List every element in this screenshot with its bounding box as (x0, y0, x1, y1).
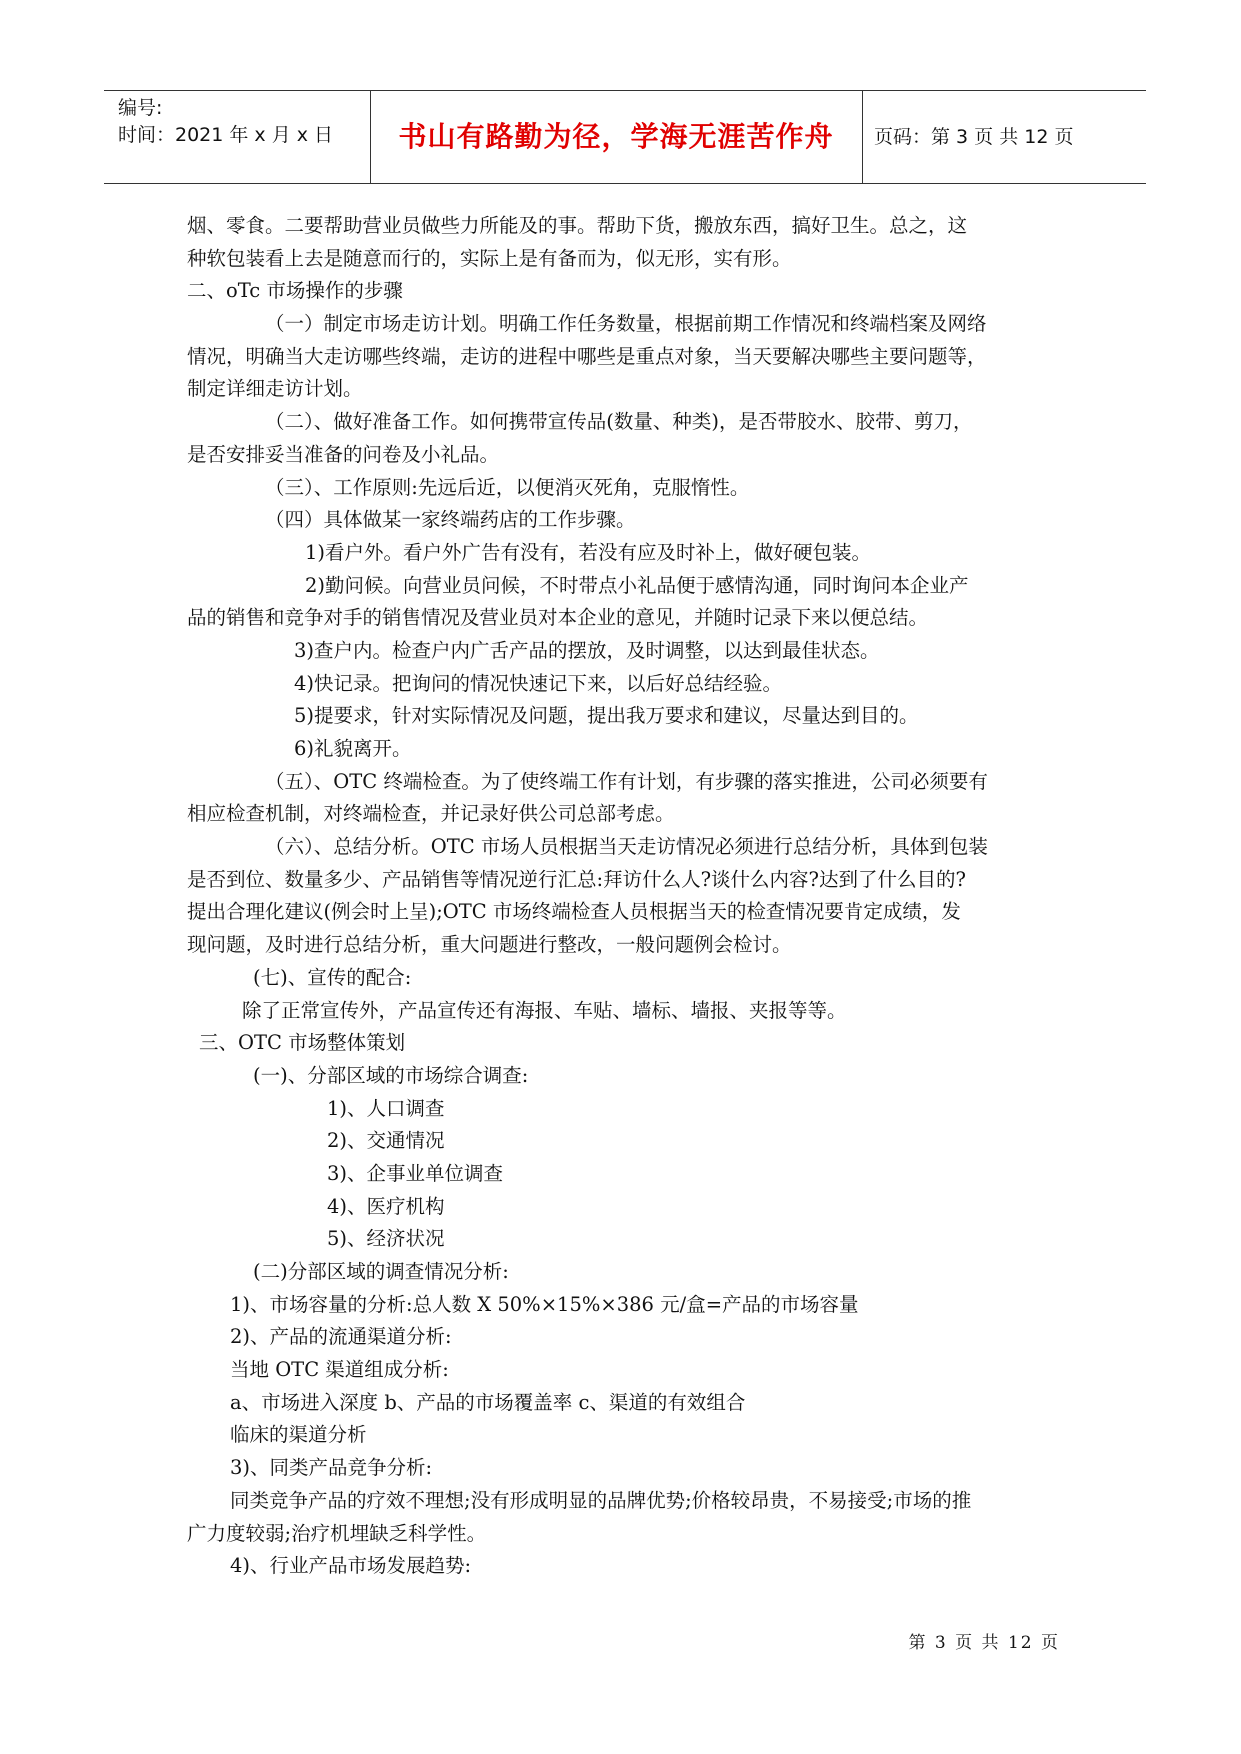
page-footer: 第 3 页 共 12 页 (908, 1633, 1060, 1653)
header-motto: 书山有路勤为径，学海无涯苦作舟 (398, 120, 834, 153)
text-line: （三）、工作原则:先远后近，以便消灭死角，克服惰性。 (265, 475, 750, 499)
text-line: （一）制定市场走访计划。明确工作任务数量，根据前期工作情况和终端档案及网络 (265, 312, 987, 336)
text-line: a、市场进入深度 b、产品的市场覆盖率 c、渠道的有效组合 (230, 1390, 746, 1414)
header-meta (118, 91, 368, 187)
text-line: 相应检查机制，对终端检查，并记录好供公司总部考虑。 (187, 802, 675, 826)
document-body (187, 210, 1057, 1583)
text-line: 3)、企事业单位调查 (327, 1161, 504, 1185)
text-line: 除了正常宣传外，产品宣传还有海报、车贴、墙标、墙报、夹报等等。 (242, 998, 847, 1022)
text-line: 1)看户外。看户外广告有没有，若没有应及时补上，做好硬包装。 (305, 540, 872, 564)
text-line: (二)分部区域的调查情况分析: (253, 1260, 509, 1283)
text-line: 4)、行业产品市场发展趋势: (230, 1554, 472, 1578)
text-line: 2)、交通情况 (327, 1129, 445, 1153)
text-line: 广力度较弱;治疗机埋缺乏科学性。 (187, 1521, 487, 1545)
text-line: 5)、经济状况 (327, 1227, 445, 1251)
text-line: （二）、做好准备工作。如何携带宣传品(数量、种类)，是否带胶水、胶带、剪刀， (265, 410, 973, 434)
header-page-label: 页码：第 3 页 共 12 页 (874, 126, 1074, 148)
text-line: 二、oTc 市场操作的步骤 (187, 279, 403, 303)
text-line: 种软包装看上去是随意而行的，实际上是有备而为，似无形，实有形。 (187, 246, 792, 270)
text-line: 3)、同类产品竞争分析: (230, 1456, 433, 1480)
text-line: 3)查户内。检查户内广舌产品的摆放，及时调整，以达到最佳状态。 (294, 638, 880, 662)
text-line: 4)、医疗机构 (327, 1194, 445, 1218)
text-line: 2)、产品的流通渠道分析: (230, 1325, 452, 1349)
text-line: （五）、OTC 终端检查。为了使终端工作有计划，有步骤的落实推进，公司必须要有 (265, 769, 988, 793)
text-line: 是否到位、数量多少、产品销售等情况逆行汇总:拜访什么人?谈什么内容?达到了什么目的? (187, 867, 966, 891)
text-line: 临床的渠道分析 (230, 1423, 367, 1447)
text-line: 6)礼貌离开。 (294, 737, 412, 760)
doc-time-label: 时间：2021 年 x 月 x 日 (118, 124, 334, 146)
text-line: 1)、市场容量的分析:总人数 X 50%×15%×386 元/盒=产品的市场容量 (230, 1292, 859, 1316)
text-line: 是否安排妥当准备的问卷及小礼品。 (187, 442, 500, 466)
text-line: 当地 OTC 渠道组成分析: (230, 1358, 449, 1382)
text-line: 4)快记录。把询问的情况快速记下来，以后好总结经验。 (294, 671, 783, 695)
text-line: 三、OTC 市场整体策划 (199, 1031, 406, 1055)
text-line: 2)勤问候。向营业员问候，不时带点小礼品便于感情沟通，同时询问本企业产 (305, 573, 969, 597)
text-line: 5)提要求，针对实际情况及问题，提出我万要求和建议，尽量达到目的。 (294, 704, 919, 728)
text-line: （四）具体做某一家终端药店的工作步骤。 (265, 508, 636, 532)
page-header (104, 90, 1146, 184)
text-line: 制定详细走访计划。 (187, 377, 363, 401)
text-line: 同类竞争产品的疗效不理想;没有形成明显的品牌优势;价格较昂贵，不易接受;市场的推 (230, 1488, 972, 1512)
text-line: 1)、人口调查 (327, 1096, 445, 1120)
text-line: 现问题，及时进行总结分析，重大问题进行整改，一般问题例会检讨。 (187, 933, 792, 957)
text-line: (七)、宣传的配合: (253, 965, 412, 989)
text-line: 烟、零食。二要帮助营业员做些力所能及的事。帮助下货，搬放东西，搞好卫生。总之，这 (187, 214, 968, 237)
text-line: 提出合理化建议(例会时上呈);OTC 市场终端检查人员根据当天的检查情况要肯定成绩，发 (187, 900, 961, 924)
text-line: 品的销售和竞争对手的销售情况及营业员对本企业的意见，并随时记录下来以便总结。 (187, 606, 929, 630)
text-line: (一)、分部区域的市场综合调查: (253, 1063, 529, 1087)
text-line: （六）、总结分析。OTC 市场人员根据当天走访情况必须进行总结分析，具体到包装 (265, 835, 988, 859)
doc-number-label: 编号: (118, 97, 163, 119)
text-line: 情况，明确当大走访哪些终端，走访的进程中哪些是重点对象，当天要解决哪些主要问题等， (187, 344, 987, 368)
